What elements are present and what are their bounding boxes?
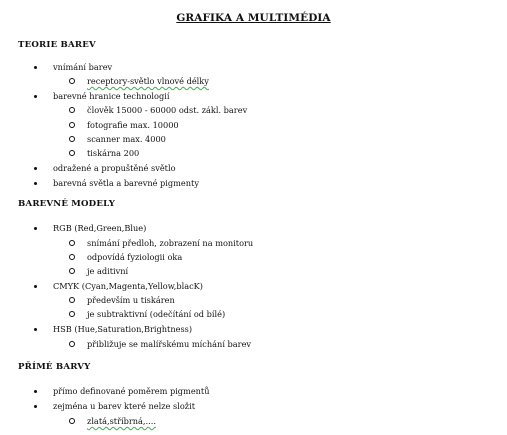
circle-bullet-icon bbox=[69, 136, 75, 142]
circle-bullet-icon bbox=[69, 78, 75, 84]
section-heading: TEORIE BAREV bbox=[18, 40, 96, 50]
section-heading: PŘÍMÉ BARVY bbox=[18, 362, 91, 372]
circle-bullet-icon bbox=[69, 268, 75, 274]
circle-bullet-icon bbox=[69, 254, 75, 260]
document-page: GRAFIKA A MULTIMÉDIA TEORIE BAREV vnímání barev receptory-světlo vlnové délky barevné hranice technologií člověk 15000 - 60000 odst. zákl. barev fotografie max. 10000 scanner max. 4000 tiskárna 200 odražené a propuštěné světlo barevná světla a barevné pigmenty BAREVNÉ MODELY RGB (Red,Green,Blue) snímání předloh, zobrazení na monitoru odpovídá fyziologii oka je aditivní CMYK (Cyan,Magenta,Yellow,blacK) především u tiskáren je subtraktivní (odečítání od bílé) HSB (Hue,Saturation,Brightness) přibližuje se malířskému míchání barev PŘÍMÉ BARVY přímo definované poměrem pigmentů zejména u barev které nelze složit zlatá,stříbrná,.... bbox=[0, 0, 507, 435]
bullet-icon bbox=[34, 285, 37, 288]
document-title: GRAFIKA A MULTIMÉDIA bbox=[176, 12, 331, 24]
circle-bullet-icon bbox=[69, 297, 75, 303]
circle-bullet-icon bbox=[69, 122, 75, 128]
circle-bullet-icon bbox=[69, 418, 75, 424]
bullet-icon bbox=[34, 227, 37, 230]
circle-bullet-icon bbox=[69, 240, 75, 246]
bullet-icon bbox=[34, 328, 37, 331]
section-heading: BAREVNÉ MODELY bbox=[18, 199, 116, 209]
bullet-icon bbox=[34, 95, 37, 98]
circle-bullet-icon bbox=[69, 150, 75, 156]
circle-bullet-icon bbox=[69, 311, 75, 317]
circle-bullet-icon bbox=[69, 341, 75, 347]
bullet-icon bbox=[34, 182, 37, 185]
bullet-icon bbox=[34, 405, 37, 408]
bullet-icon bbox=[34, 167, 37, 170]
bullet-icon bbox=[34, 390, 37, 393]
bullet-icon bbox=[34, 66, 37, 69]
circle-bullet-icon bbox=[69, 107, 75, 113]
